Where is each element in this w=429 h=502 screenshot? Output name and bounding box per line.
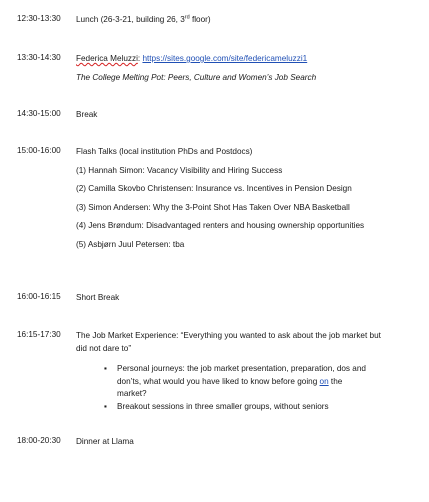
talk-title: The College Melting Pot: Peers, Culture and Women’s Job Search [76,72,317,82]
lunch-text-after: floor) [189,15,211,24]
flash-talks-block [76,146,396,251]
short-break-text: Short Break [76,293,120,302]
flash-talk-item: (5) Asbjørn Juul Petersen: tba [76,239,185,249]
speaker-sep: : [137,54,143,63]
bullet-icon: ▪ [104,364,107,373]
time-dinner: 18:00-20:30 [17,436,61,445]
job-market-heading: The Job Market Experience: “Everything you wanted to ask about the job market but did not dare to” [76,331,381,353]
speaker-website-link[interactable]: https://sites.google.com/site/federicameluzzi1 [142,54,308,63]
break-text: Break [76,110,98,119]
lunch-text [76,14,396,27]
bullet1-text-after: the market? [117,376,343,398]
time-job-market: 16:15-17:30 [17,330,61,339]
time-flash-talks: 15:00-16:00 [17,146,61,155]
bullet2-text: Breakout sessions in three smaller groups, without seniors [117,401,329,411]
bullet-icon: ▪ [104,401,107,411]
time-break: 14:30-15:00 [17,109,61,118]
time-federica: 13:30-14:30 [17,53,61,62]
flash-talk-item: (3) Simon Andersen: Why the 3-Point Shot Has Taken Over NBA Basketball [76,202,350,212]
job-market-bullets [104,363,370,413]
flash-talk-item: (4) Jens Brøndum: Disadvantaged renters and housing ownership opportunities [76,221,365,230]
dinner-text: Dinner at Llama [76,437,134,446]
flash-talk-item: (1) Hannah Simon: Vacancy Visibility and Hiring Success [76,165,283,175]
flash-talk-item: (2) Camilla Skovbo Christensen: Insurance vs. Incentives in Pension Design [76,184,352,193]
on-link[interactable]: on [319,376,329,386]
federica-text [76,53,396,84]
bullet1-text: Personal journeys: the job market presentation, preparation, dos and don’ts, what would you have liked to know before going [117,364,366,386]
bullet-item [104,401,370,414]
time-lunch: 12:30-13:30 [17,14,61,23]
lunch-text-before: Lunch (26-3-21, building 26, 3 [76,15,185,24]
flash-talks-heading: Flash Talks (local institution PhDs and Postdocs) [76,147,253,156]
lunch-sup: rd [184,14,190,21]
speaker-name: Federica Meluzzi [76,54,138,63]
bullet-item [104,363,370,401]
time-short-break: 16:00-16:15 [17,292,61,301]
